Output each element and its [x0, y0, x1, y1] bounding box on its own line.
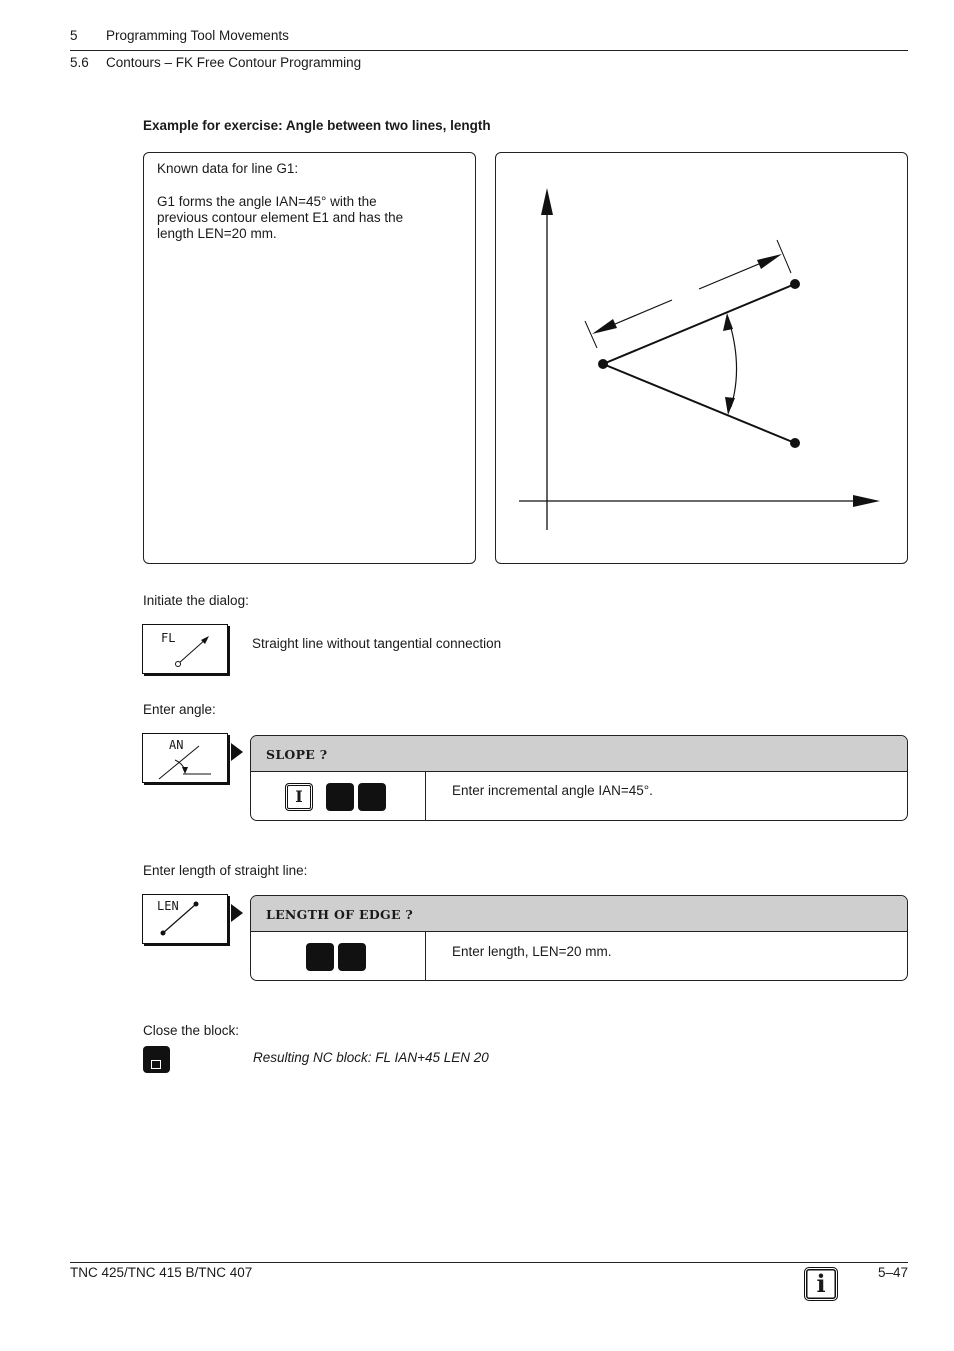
step-length-label: Enter length of straight line: — [143, 863, 308, 878]
chapter-number: 5 — [70, 28, 78, 43]
known-data-line-2: previous contour element E1 and has the — [157, 210, 404, 225]
slope-dialog — [250, 735, 908, 821]
length-description: Enter length, LEN=20 mm. — [452, 944, 612, 959]
example-heading: Example for exercise: Angle between two lines, length — [143, 118, 491, 133]
incremental-i-key[interactable] — [285, 783, 313, 811]
length-dialog — [250, 895, 908, 981]
contour-diagram-box — [495, 152, 908, 564]
page-number: 5–47 — [878, 1265, 909, 1280]
len-key[interactable] — [142, 894, 228, 944]
slope-prompt-bar — [251, 736, 907, 772]
section-title: Contours – FK Free Contour Programming — [106, 55, 362, 70]
step-close-label: Close the block: — [143, 1023, 240, 1038]
an-pointer-icon — [231, 743, 243, 761]
length-prompt: LENGTH OF EDGE ? — [266, 907, 414, 922]
info-icon[interactable] — [804, 1267, 838, 1301]
end-block-key[interactable] — [143, 1046, 170, 1073]
incremental-i-key-label: I — [295, 787, 303, 806]
contour-diagram — [496, 153, 909, 565]
result-nc-block: Resulting NC block: FL IAN+45 LEN 20 — [253, 1050, 489, 1065]
known-data-box — [143, 152, 476, 564]
length-dimension-right — [699, 261, 766, 289]
digit-key-4[interactable] — [326, 783, 354, 811]
an-key-label: AN — [169, 738, 184, 752]
slope-prompt: SLOPE ? — [266, 747, 328, 762]
x-axis-arrow — [853, 495, 880, 507]
info-icon-letter: i — [816, 1269, 826, 1298]
point-start — [598, 359, 608, 369]
angle-arrow-top — [723, 313, 733, 331]
line-e1 — [603, 364, 795, 443]
step-initiate-description: Straight line without tangential connection — [252, 636, 502, 651]
angle-arrow-bottom — [725, 397, 735, 415]
len-pointer-icon — [231, 904, 243, 922]
end-block-square-icon — [151, 1060, 161, 1069]
length-dimension-left — [608, 300, 672, 327]
length-arrow-left — [592, 319, 617, 334]
length-extension-right — [777, 240, 791, 273]
known-data-line-3: length LEN=20 mm. — [157, 226, 277, 241]
fl-key-label: FL — [161, 631, 176, 645]
point-e1-end — [790, 438, 800, 448]
angle-arc — [729, 321, 737, 407]
step-initiate-label: Initiate the dialog: — [143, 593, 249, 608]
known-data-line-1: G1 forms the angle IAN=45° with the — [157, 194, 377, 209]
slope-description: Enter incremental angle IAN=45°. — [452, 783, 653, 798]
known-data-title: Known data for line G1: — [157, 161, 299, 176]
length-arrow-right — [757, 254, 782, 269]
fl-key[interactable] — [142, 624, 228, 674]
an-key[interactable] — [142, 733, 228, 783]
digit-key-2[interactable] — [306, 943, 334, 971]
y-axis-arrow — [541, 188, 553, 215]
length-extension-left — [585, 321, 597, 348]
header-divider — [70, 50, 908, 51]
length-prompt-bar — [251, 896, 907, 932]
footer-divider — [70, 1262, 908, 1263]
point-g1-end — [790, 279, 800, 289]
digit-key-0[interactable] — [338, 943, 366, 971]
length-dialog-divider — [425, 932, 426, 980]
chapter-title: Programming Tool Movements — [106, 28, 289, 43]
step-angle-label: Enter angle: — [143, 702, 216, 717]
digit-key-5[interactable] — [358, 783, 386, 811]
line-g1 — [603, 284, 795, 364]
section-number: 5.6 — [70, 55, 89, 70]
footer-models: TNC 425/TNC 415 B/TNC 407 — [70, 1265, 253, 1280]
slope-dialog-divider — [425, 772, 426, 820]
len-key-label: LEN — [157, 899, 179, 913]
